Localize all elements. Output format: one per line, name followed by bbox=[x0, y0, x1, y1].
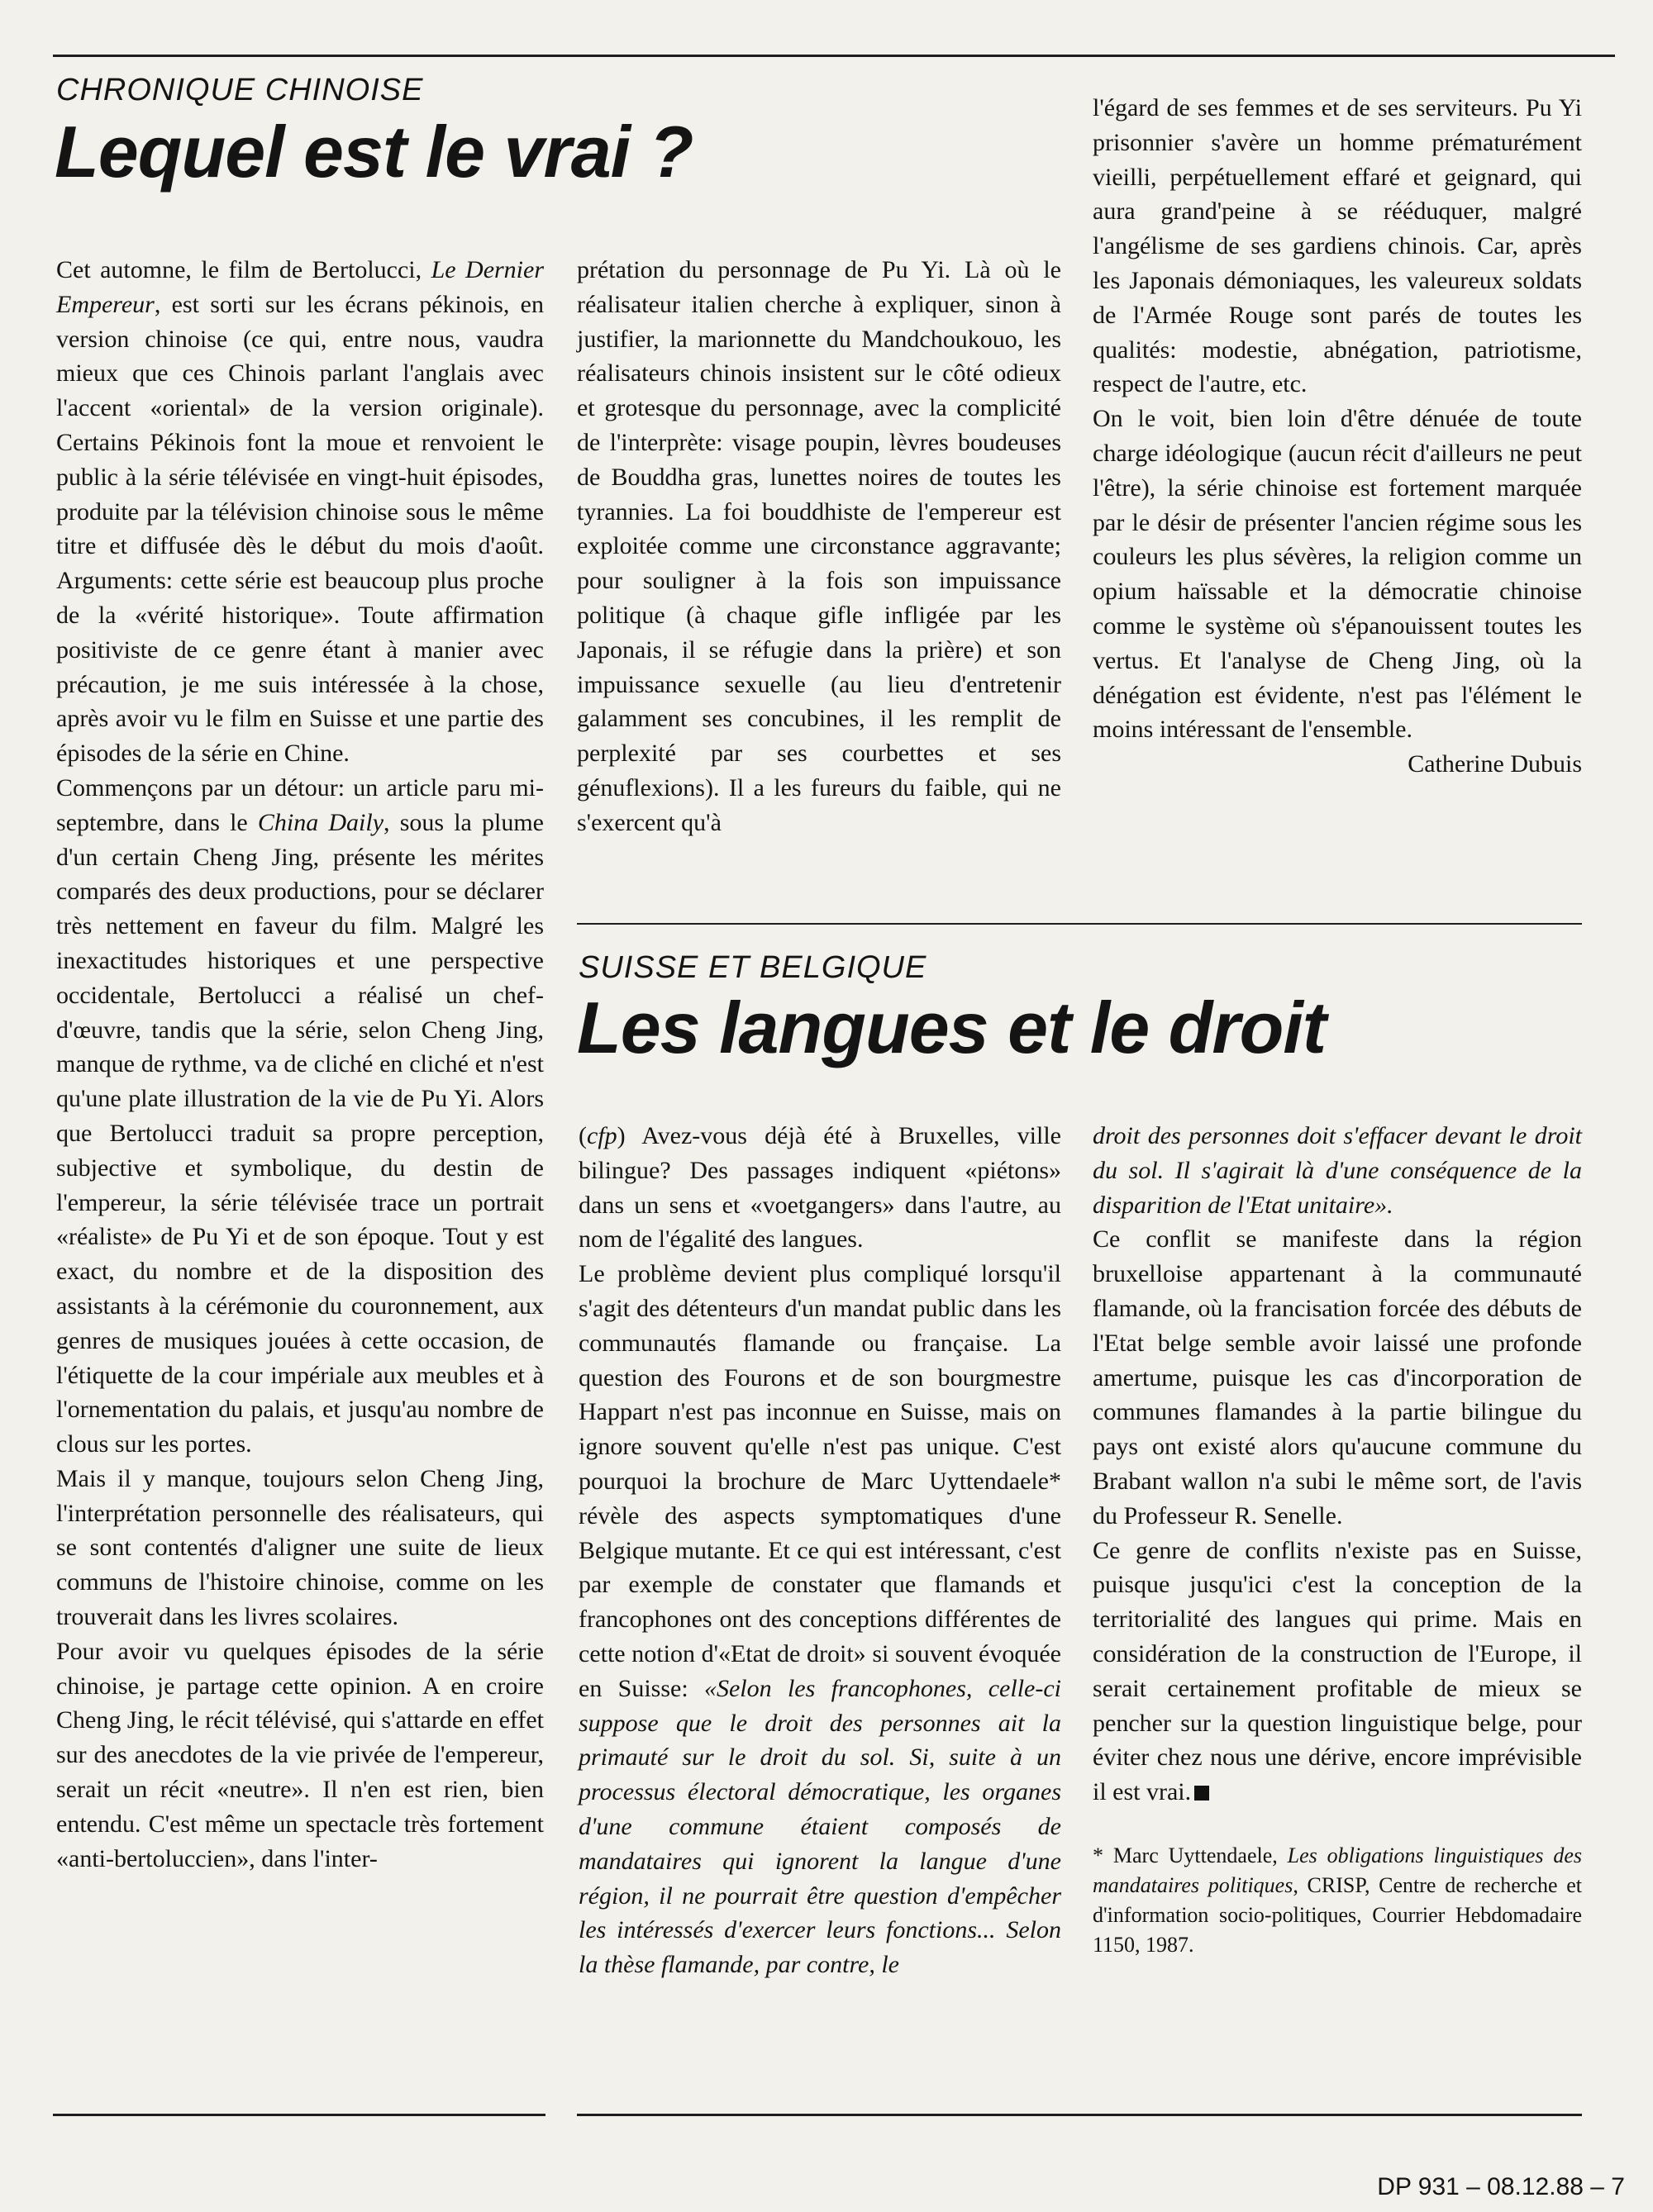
top-rule bbox=[53, 55, 1615, 57]
article2-kicker: SUISSE ET BELGIQUE bbox=[579, 950, 927, 985]
end-of-article-mark bbox=[1194, 1786, 1209, 1801]
article1-kicker: CHRONIQUE CHINOISE bbox=[56, 73, 424, 107]
italic-span: cfp bbox=[587, 1122, 617, 1149]
italic-span: Les obligations linguistiques des mandataires politiques bbox=[1093, 1843, 1582, 1897]
bottom-rule-left bbox=[53, 2114, 545, 2116]
article1-column-3 bbox=[1093, 91, 1582, 782]
italic-span: China Daily bbox=[257, 808, 384, 836]
italic-span: «Selon les francophones, celle-ci suppose que le droit des personnes ait la primauté sur le droit du sol. Si, suite à un processus électoral démocratique, les organes d'une commune étaient composés de mandataires qui ignorent la langue d'une région, il ne pourrait être question d'empêcher les intéressés d'exercer leurs fonctions... Selon la thèse flamande, par contre, le bbox=[579, 1674, 1061, 1979]
article2-column-1 bbox=[579, 1119, 1061, 1982]
article2-footnote: * Marc Uyttendaele, Les obligations linguistiques des mandataires politiques, CRISP, Centre de recherche et d'information socio-politiques, Courrier Hebdomadaire 1150, 1987. bbox=[1093, 1843, 1582, 1957]
italic-span: Le Dernier Empereur bbox=[56, 256, 545, 318]
article1-col3-text: l'égard de ses femmes et de ses serviteurs. Pu Yi prisonnier s'avère un homme prématurément vieilli, perpétuellement effaré et geignard, qui aura grand'peine à se rééduquer, malgré l'angélisme de ses gardiens chinois. Car, après les Japonais démoniaques, les valeureux soldats de l'Armée Rouge sont parés de toutes les qualités: modestie, abnégation, patriotisme, respect de l'autre, etc. On le voit, bien loin d'être dénuée de toute charge idéologique (aucun récit d'ailleurs ne peut l'être), la série chinoise est fortement marquée par le désir de présenter l'ancien régime sous les couleurs les plus sévères, la religion comme un opium haïssable et la démocratie chinoise comme le système où s'épanouissent toutes les vertus. Et l'analyse de Cheng Jing, où la dénégation est évidente, n'est pas l'élément le moins intéressant de l'ensemble. bbox=[1093, 94, 1582, 744]
bottom-rule-right bbox=[577, 2114, 1582, 2116]
italic-span: droit des personnes doit s'effacer devant le droit du sol. Il s'agirait là d'une conséquence de la disparition de l'Etat unitaire». bbox=[1093, 1122, 1582, 1219]
page-folio: DP 931 – 08.12.88 – 7 bbox=[1377, 2173, 1625, 2200]
article1-column-1 bbox=[56, 253, 544, 1876]
article1-column-2 bbox=[577, 253, 1061, 840]
section-divider-rule bbox=[577, 923, 1582, 925]
article2-col1-text: (cfp) Avez-vous déjà été à Bruxelles, ville bilingue? Des passages indiquent «piétons» dans un sens et «voetgangers» dans l'autre, au nom de l'égalité des langues. Le problème devient plus compliqué lorsqu'il s'agit des détenteurs d'un mandat public dans les communautés flamande ou française. La question des Fourons et de son bourgmestre Happart n'est pas inconnue en Suisse, mais on ignore souvent qu'elle n'est pas unique. C'est pourquoi la brochure de Marc Uyttendaele* révèle des aspects symptomatiques d'une Belgique mutante. Et ce qui est intéressant, c'est par exemple de constater que flamands et francophones ont des conceptions différentes de cette notion d'«Etat de droit» si souvent évoquée en Suisse: «Selon les francophones, celle-ci suppose que le droit des personnes ait la primauté sur le droit du sol. Si, suite à un processus électoral démocratique, les organes d'une commune étaient composés de mandataires qui ignorent la langue d'une région, il ne pourrait être question d'empêcher les intéressés d'exercer leurs fonctions... Selon la thèse flamande, par contre, le bbox=[579, 1122, 1061, 1979]
article1-col1-text: Cet automne, le film de Bertolucci, Le Dernier Empereur, est sorti sur les écrans pékinois, en version chinoise (ce qui, entre nous, vaudra mieux que ces Chinois parlant l'anglais avec l'accent «oriental» de la version originale). Certains Pékinois font la moue et renvoient le public à la série télévisée en vingt-huit épisodes, produite par la télévision chinoise sous le même titre et diffusée dès le début du mois d'août. Arguments: cette série est beaucoup plus proche de la «vérité historique». Toute affirmation positiviste de ce genre étant à manier avec précaution, je me suis intéressée à la chose, après avoir vu le film en Suisse et une partie des épisodes de la série en Chine. Commençons par un détour: un article paru mi-septembre, dans le China Daily, sous la plume d'un certain Cheng Jing, présente les mérites comparés des deux productions, pour se déclarer très nettement en faveur du film. Malgré les inexactitudes historiques et une perspective occidentale, Bertolucci a réalisé un chef-d'œuvre, tandis que la série, selon Cheng Jing, manque de rythme, va de cliché en cliché et n'est qu'une plate illustration de la vie de Pu Yi. Alors que Bertolucci traduit sa propre perception, subjective et symbolique, du destin de l'empereur, la série télévisée trace un portrait «réaliste» de Pu Yi et de son époque. Tout y est exact, du nombre et de la disposition des assistants à la cérémonie du couronnement, aux genres de musiques jouées à cette occasion, de l'étiquette de la cour impériale aux meubles et à l'ornementation du palais, et jusqu'au nombre de clous sur les portes. Mais il y manque, toujours selon Cheng Jing, l'interprétation personnelle des réalisateurs, qui se sont contentés d'aligner une suite de lieux communs de l'histoire chinoise, comme on les trouverait dans les livres scolaires. Pour avoir vu quelques épisodes de la série chinoise, je partage cette opinion. A en croire Cheng Jing, le récit télévisé, qui s'attarde en effet sur des anecdotes de la vie privée de l'empereur, serait un récit «neutre». Il n'en est rien, bien entendu. C'est même un spectacle très fortement «anti-bertoluccien», dans l'inter- bbox=[56, 256, 545, 1872]
article1-signature: Catherine Dubuis bbox=[1408, 750, 1582, 778]
article1-title: Lequel est le vrai ? bbox=[55, 111, 693, 193]
article2-col2-text: droit des personnes doit s'effacer devant le droit du sol. Il s'agirait là d'une conséquence de la disparition de l'Etat unitaire». Ce conflit se manifeste dans la région bruxelloise appartenant à la communauté flamande, où la francisation forcée des débuts de l'Etat belge semble avoir laissé une profonde amertume, puisque les cas d'incorporation de communes flamandes à la partie bilingue du pays ont existé alors qu'aucune commune du Brabant wallon n'a subi le même sort, de l'avis du Professeur R. Senelle. Ce genre de conflits n'existe pas en Suisse, puisque jusqu'ici c'est la conception de la territorialité des langues qui prime. Mais en considération de la construction de l'Europe, il serait certainement profitable de mieux se pencher sur la question linguistique belge, pour éviter chez nous une dérive, encore imprévisible il est vrai. bbox=[1093, 1122, 1582, 1806]
article2-title: Les langues et le droit bbox=[577, 987, 1327, 1068]
article2-column-2 bbox=[1093, 1119, 1582, 1960]
article1-col2-text: prétation du personnage de Pu Yi. Là où le réalisateur italien cherche à expliquer, sinon à justifier, la marionnette du Mandchoukouo, les réalisateurs chinois insistent sur le côté odieux et grotesque du personnage, avec la complicité de l'interprète: visage poupin, lèvres boudeuses de Bouddha gras, lunettes noires de toutes les tyrannies. La foi bouddhiste de l'empereur est exploitée comme une circonstance aggravante; pour souligner à la fois son impuissance politique (à chaque gifle infligée par les Japonais, il se réfugie dans la prière) et son impuissance sexuelle (au lieu d'entretenir galamment ses concubines, il les remplit de perplexité par ses courbettes et ses génuflexions). Il a les fureurs du faible, qui ne s'exercent qu'à bbox=[577, 256, 1061, 836]
